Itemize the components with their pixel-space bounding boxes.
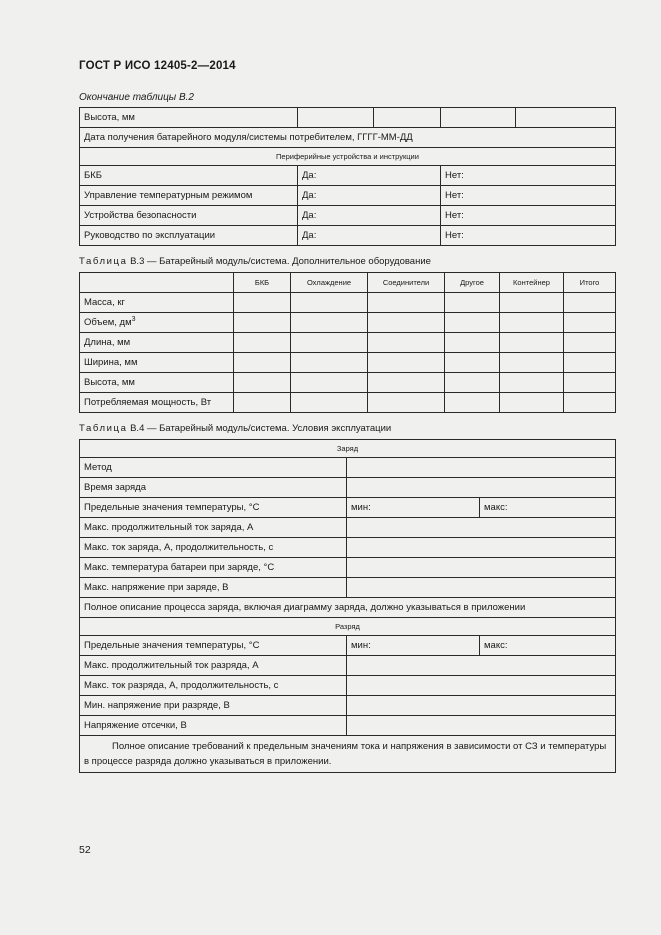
row-label: Масса, кг <box>80 293 234 313</box>
max-cell: макс: <box>480 498 616 518</box>
charge-note: Полное описание процесса заряда, включая диаграмму заряда, должно указываться в приложении <box>80 598 616 618</box>
row-label: Управление температурным режимом <box>80 186 298 206</box>
table-row <box>80 313 616 333</box>
row-label: Макс. продолжительный ток разряда, А <box>80 656 347 676</box>
yes-cell: Да: <box>298 166 441 186</box>
row-label: Дата получения батарейного модуля/системы потребителем, ГГГГ-ММ-ДД <box>80 128 616 148</box>
table-row <box>80 598 616 618</box>
table-row <box>80 293 616 313</box>
discharge-header: Разряд <box>80 618 616 636</box>
max-cell: макс: <box>480 636 616 656</box>
yes-cell: Да: <box>298 186 441 206</box>
row-label: Руководство по эксплуатации <box>80 226 298 246</box>
no-cell: Нет: <box>441 206 616 226</box>
table-row <box>80 716 616 736</box>
table-row <box>80 538 616 558</box>
col-header: Соединители <box>368 273 445 293</box>
row-label: Макс. ток заряда, А, продолжительность, с <box>80 538 347 558</box>
table-row <box>80 353 616 373</box>
row-label: Время заряда <box>80 478 347 498</box>
row-label: Макс. напряжение при заряде, В <box>80 578 347 598</box>
section-row <box>80 440 616 458</box>
section-row <box>80 618 616 636</box>
no-cell: Нет: <box>441 166 616 186</box>
table-row <box>80 128 616 148</box>
page-number: 52 <box>79 844 91 856</box>
col-header: Итого <box>564 273 616 293</box>
row-label: Ширина, мм <box>80 353 234 373</box>
row-label: Напряжение отсечки, В <box>80 716 347 736</box>
table-row <box>80 226 616 246</box>
min-cell: мин: <box>347 498 480 518</box>
section-header: Периферийные устройства и инструкции <box>80 148 616 166</box>
table-b3-caption: Таблица В.3 — Батарейный модуль/система. Дополнительное оборудование <box>79 256 431 267</box>
col-header: Другое <box>445 273 500 293</box>
table-row <box>80 393 616 413</box>
no-cell: Нет: <box>441 186 616 206</box>
table-row <box>80 108 616 128</box>
table-b4 <box>79 439 616 773</box>
continuation-title: Окончание таблицы В.2 <box>79 92 194 103</box>
yes-cell: Да: <box>298 206 441 226</box>
table-row <box>80 206 616 226</box>
table-row <box>80 578 616 598</box>
table-row <box>80 558 616 578</box>
row-label: Мин. напряжение при разряде, В <box>80 696 347 716</box>
table-row <box>80 458 616 478</box>
col-header: Охлаждение <box>291 273 368 293</box>
row-label: Макс. температура батареи при заряде, °C <box>80 558 347 578</box>
table-row <box>80 373 616 393</box>
col-header: Контейнер <box>500 273 564 293</box>
document-header: ГОСТ Р ИСО 12405-2—2014 <box>79 60 236 72</box>
table-row <box>80 676 616 696</box>
table-row <box>80 518 616 538</box>
table-header-row <box>80 273 616 293</box>
row-label: БКБ <box>80 166 298 186</box>
row-label: Длина, мм <box>80 333 234 353</box>
row-label: Макс. продолжительный ток заряда, А <box>80 518 347 538</box>
row-label: Высота, мм <box>80 373 234 393</box>
table-row <box>80 736 616 773</box>
table-row <box>80 696 616 716</box>
row-label: Потребляемая мощность, Вт <box>80 393 234 413</box>
table-b3 <box>79 272 616 413</box>
row-label: Объем, $дм^3$ <box>80 313 234 333</box>
row-label: Устройства безопасности <box>80 206 298 226</box>
table-row <box>80 636 616 656</box>
col-header: БКБ <box>234 273 291 293</box>
table-row <box>80 478 616 498</box>
table-row <box>80 498 616 518</box>
row-label: Предельные значения температуры, °C <box>80 498 347 518</box>
section-row <box>80 148 616 166</box>
yes-cell: Да: <box>298 226 441 246</box>
charge-header: Заряд <box>80 440 616 458</box>
table-row <box>80 186 616 206</box>
min-cell: мин: <box>347 636 480 656</box>
row-label: Макс. ток разряда, А, продолжительность, с <box>80 676 347 696</box>
table-row <box>80 333 616 353</box>
table-row <box>80 656 616 676</box>
table-row <box>80 166 616 186</box>
discharge-note: Полное описание требований к предельным значениям тока и напряжения в зависимости от СЗ и температуры в процессе разряда должно указываться в приложении. <box>80 736 616 773</box>
no-cell: Нет: <box>441 226 616 246</box>
table-b4-caption: Таблица В.4 — Батарейный модуль/система. Условия эксплуатации <box>79 423 392 434</box>
row-label: Метод <box>80 458 347 478</box>
row-label: Высота, мм <box>80 108 298 128</box>
table-b2-end <box>79 107 616 246</box>
row-label: Предельные значения температуры, °C <box>80 636 347 656</box>
